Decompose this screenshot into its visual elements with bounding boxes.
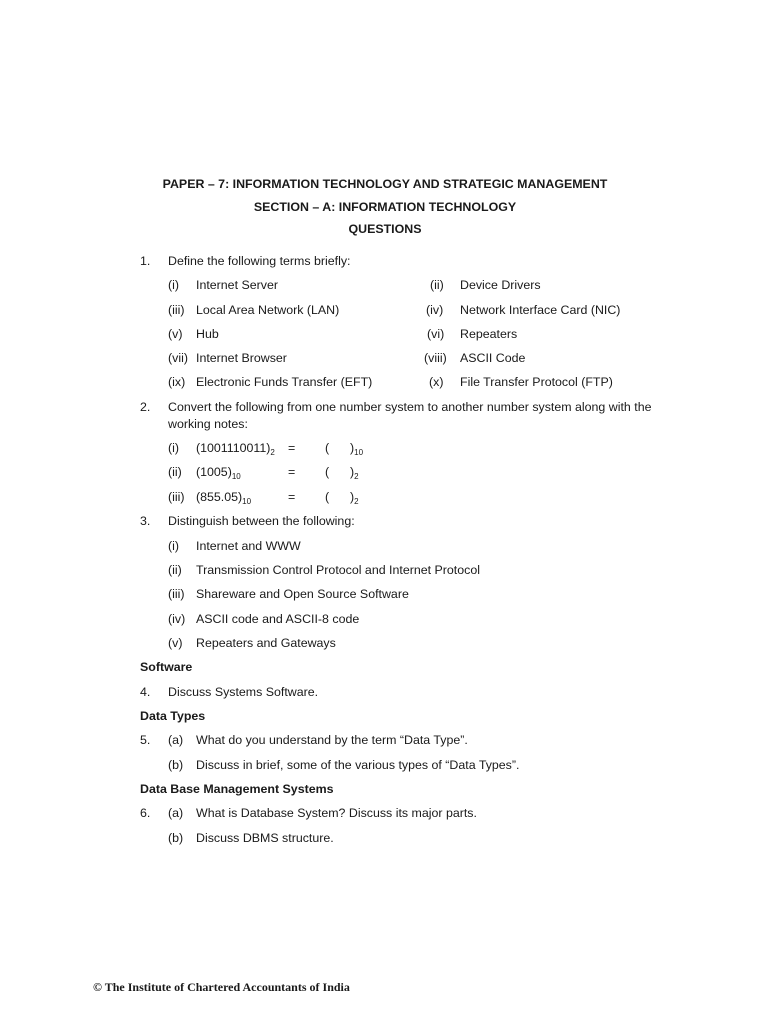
item-label: (iv) bbox=[168, 612, 186, 626]
item-text: Shareware and Open Source Software bbox=[196, 587, 409, 601]
equals-sign: = bbox=[288, 490, 296, 504]
term-label: (iv) bbox=[426, 303, 444, 317]
paper-title: PAPER – 7: INFORMATION TECHNOLOGY AND STRATEGIC MANAGEMENT bbox=[162, 177, 608, 191]
term-text: Internet Browser bbox=[196, 351, 287, 365]
answer-target: )$_{10}$ bbox=[350, 441, 364, 457]
term-text: ASCII Code bbox=[460, 351, 526, 365]
term-label: (v) bbox=[168, 327, 183, 341]
question-text-continued: working notes: bbox=[168, 417, 248, 431]
part-label: (a) bbox=[168, 806, 184, 820]
item-label: (ii) bbox=[168, 563, 182, 577]
answer-open-paren: ( bbox=[325, 465, 330, 479]
term-label: (vii) bbox=[168, 351, 188, 365]
term-text: File Transfer Protocol (FTP) bbox=[460, 375, 613, 389]
question-text: Convert the following from one number system to another number system along with the bbox=[168, 400, 652, 414]
part-text: What is Database System? Discuss its major parts. bbox=[196, 806, 477, 820]
part-label: (b) bbox=[168, 758, 184, 772]
term-text: Local Area Network (LAN) bbox=[196, 303, 340, 317]
term-text: Internet Server bbox=[196, 278, 278, 292]
term-text: Device Drivers bbox=[460, 278, 541, 292]
equals-sign: = bbox=[288, 441, 296, 455]
term-label: (iii) bbox=[168, 303, 185, 317]
conversion-label: (iii) bbox=[168, 490, 185, 504]
item-label: (iii) bbox=[168, 587, 185, 601]
term-text: Hub bbox=[196, 327, 219, 341]
item-label: (v) bbox=[168, 636, 183, 650]
section-heading-software: Software bbox=[140, 660, 193, 674]
question-number: 5. bbox=[140, 733, 151, 747]
question-text: Define the following terms briefly: bbox=[168, 254, 351, 268]
answer-target: )$_2$ bbox=[350, 490, 359, 506]
answer-open-paren: ( bbox=[325, 490, 330, 504]
conversion-label: (ii) bbox=[168, 465, 182, 479]
section-heading-dbms: Data Base Management Systems bbox=[140, 782, 334, 796]
term-text: Repeaters bbox=[460, 327, 518, 341]
section-title: SECTION – A: INFORMATION TECHNOLOGY bbox=[253, 200, 517, 214]
term-label: (i) bbox=[168, 278, 180, 292]
question-number: 6. bbox=[140, 806, 151, 820]
question-number: 3. bbox=[140, 514, 151, 528]
item-text: Transmission Control Protocol and Internet Protocol bbox=[196, 563, 480, 577]
conversion-source: $(1001110011)_2$ bbox=[196, 441, 275, 457]
question-number: 2. bbox=[140, 400, 151, 414]
footer-copyright: © The Institute of Chartered Accountants of India bbox=[93, 980, 350, 994]
part-text: Discuss in brief, some of the various types of “Data Types”. bbox=[196, 758, 520, 772]
part-text: Discuss DBMS structure. bbox=[196, 831, 334, 845]
questions-heading: QUESTIONS bbox=[348, 222, 422, 236]
term-label: (vi) bbox=[427, 327, 445, 341]
answer-open-paren: ( bbox=[325, 441, 330, 455]
item-text: ASCII code and ASCII-8 code bbox=[196, 612, 360, 626]
answer-target: )$_2$ bbox=[350, 465, 359, 481]
conversion-label: (i) bbox=[168, 441, 180, 455]
question-text: Distinguish between the following: bbox=[168, 514, 355, 528]
term-label: (ii) bbox=[430, 278, 444, 292]
section-heading-data-types: Data Types bbox=[140, 709, 206, 723]
part-text: What do you understand by the term “Data Type”. bbox=[196, 733, 468, 747]
part-label: (a) bbox=[168, 733, 184, 747]
part-label: (b) bbox=[168, 831, 184, 845]
term-label: (x) bbox=[429, 375, 444, 389]
question-number: 1. bbox=[140, 254, 151, 268]
conversion-source: $(855.05)_{10}$ bbox=[196, 490, 252, 506]
item-label: (i) bbox=[168, 539, 180, 553]
question-text: Discuss Systems Software. bbox=[168, 685, 319, 699]
term-text: Electronic Funds Transfer (EFT) bbox=[196, 375, 373, 389]
term-label: (viii) bbox=[424, 351, 447, 365]
conversion-source: $(1005)_{10}$ bbox=[196, 465, 241, 481]
term-label: (ix) bbox=[168, 375, 186, 389]
equals-sign: = bbox=[288, 465, 296, 479]
question-number: 4. bbox=[140, 685, 151, 699]
item-text: Repeaters and Gateways bbox=[196, 636, 336, 650]
term-text: Network Interface Card (NIC) bbox=[460, 303, 621, 317]
item-text: Internet and WWW bbox=[196, 539, 301, 553]
